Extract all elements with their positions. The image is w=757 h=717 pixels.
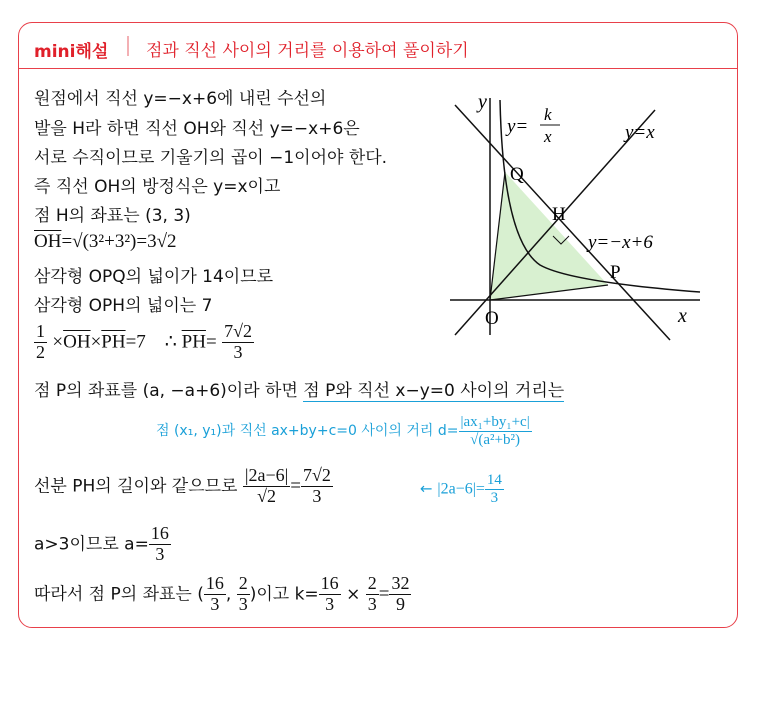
fraction: $\frac{32}{9}$ — [391, 573, 410, 614]
y-label: y — [478, 91, 487, 113]
fraction: $\frac{2}{3}$ — [367, 573, 377, 614]
mini-badge: mini해설 — [34, 42, 109, 62]
fraction: $\frac{|2a-6|}{√2}$ — [244, 465, 289, 506]
distance-formula-tip: 점 (x₁, y₁)과 직선 ax+by+c=0 사이의 거리 d= $\frac{\text{|ax₁+by₁+c|}}{\text{√(a²+b²)}}$ — [156, 414, 530, 448]
header-title: 점과 직선 사이의 거리를 이용하여 풀이하기 — [146, 41, 469, 61]
line-10: 점 P의 좌표를 (a, −a+6)이라 하면 점 P와 직선 x−y=0 사이의 거리는 — [34, 381, 565, 401]
label-q: Q — [510, 164, 524, 185]
line-11: 선분 PH의 길이와 같으므로 $\frac{|2a-6|}{√2}$ = $\frac{7√2}{3}$ — [34, 465, 331, 506]
x-label: x — [678, 305, 687, 327]
label-o: O — [485, 308, 499, 329]
fraction: $\frac{16}{3}$ — [320, 573, 339, 614]
fraction: $\frac{7√2}{3}$ — [302, 465, 331, 506]
line-13: 따라서 점 P의 좌표는 ( $\frac{16}{3}$ , $\frac{2}{3}$ )이고 k= $\frac{16}{3}$ × $\frac{2}{3}$ = $\frac{32}{9}$ — [34, 573, 410, 614]
curve-x: x — [544, 127, 552, 146]
label-line-2: y=−x+6 — [588, 232, 653, 253]
oh-segment: $\overline{OH}$ — [34, 231, 62, 252]
line-12: a>3이므로 a= $\frac{16}{3}$ — [34, 523, 169, 564]
oh-value: =√(3²+3²)=3√2 — [61, 231, 177, 252]
label-line-1: y=x — [625, 122, 655, 143]
fraction: $\frac{\text{|ax₁+by₁+c|}}{\text{√(a²+b²)}}$ — [460, 414, 530, 448]
line-5: 점 H의 좌표는 (3, 3) — [34, 206, 191, 226]
fraction: $\frac{16}{3}$ — [150, 523, 169, 564]
line-9: $\frac{1}{2}$ $\times\overline{OH}\times\overline{PH}=7$ ∴ $\overline{PH}=$ $\frac{7√2}{3}$ — [36, 321, 252, 362]
fraction: $\frac{7√2}{3}$ — [224, 321, 252, 362]
line-2: 발을 H라 하면 직선 OH와 직선 y=−x+6은 — [34, 119, 360, 139]
line-4: 즉 직선 OH의 방정식은 y=x이고 — [34, 177, 281, 197]
fraction: $\frac{14}{3}$ — [486, 472, 502, 506]
line-3: 서로 수직이므로 기울기의 곱이 −1이어야 한다. — [34, 148, 388, 168]
curve-label: y= — [507, 116, 529, 137]
side-note: ← |2a−6|= $\frac{14}{3}$ — [420, 472, 502, 506]
line-1: 원점에서 직선 y=−x+6에 내린 수선의 — [34, 89, 327, 109]
arrow-left-icon: ← — [420, 479, 433, 498]
label-p: P — [610, 262, 621, 283]
line-7: 삼각형 OPQ의 넓이가 14이므로 — [34, 267, 274, 287]
fraction: $\frac{16}{3}$ — [205, 573, 224, 614]
curve-k: k — [544, 105, 552, 124]
fraction: $\frac{2}{3}$ — [238, 573, 248, 614]
label-h: H — [552, 204, 566, 225]
fraction: $\frac{1}{2}$ — [36, 321, 45, 362]
line-8: 삼각형 OPH의 넓이는 7 — [34, 296, 213, 316]
